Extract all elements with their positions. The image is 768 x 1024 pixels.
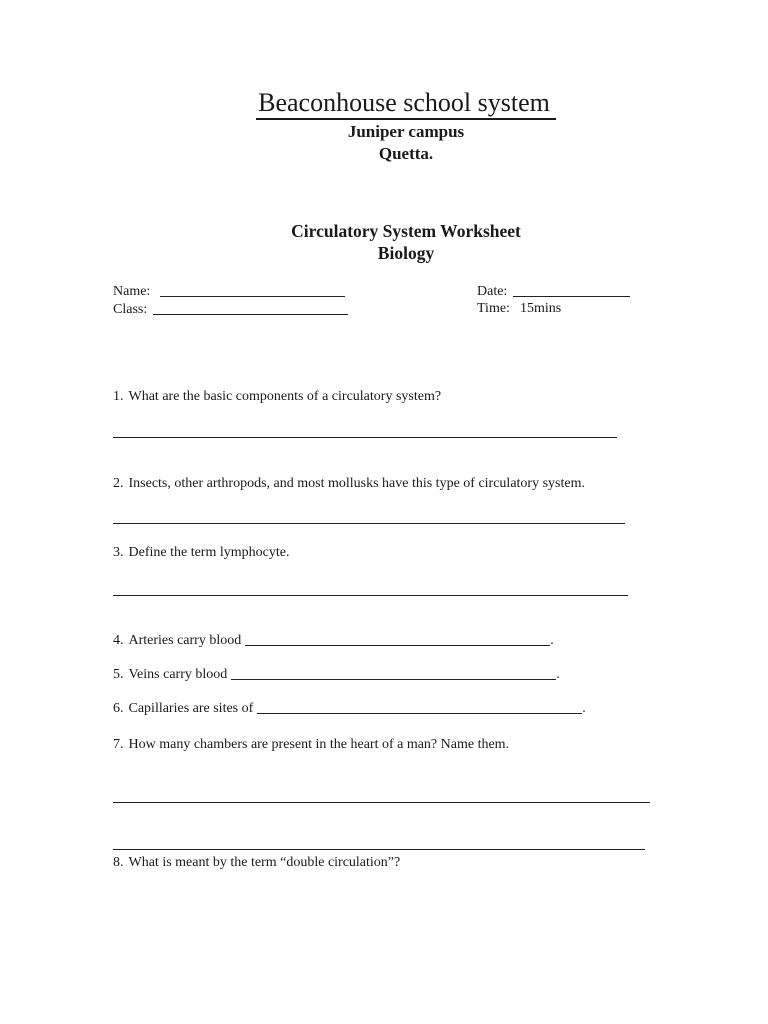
question-5-number: 5. [113,667,124,682]
class-label: Class: [113,301,148,317]
question-6 [113,700,699,718]
campus-line: Juniper campus [347,122,465,141]
question-1 [113,388,699,406]
question-7-text: How many chambers are present in the heart of a man? Name them. [128,737,510,752]
question-3-number: 3. [113,545,124,560]
question-4-text: Arteries carry blood [128,633,242,648]
info-left-column [113,283,477,318]
time-label: Time: [477,300,510,316]
worksheet-title-block [113,220,699,264]
question-2-number: 2. [113,476,124,491]
time-row [477,301,699,318]
school-name-text: Beaconhouse school system [256,88,556,120]
question-4-suffix: . [550,633,554,648]
class-row [113,301,477,319]
questions-section [113,388,699,872]
question-7-answer-line-2 [113,849,645,850]
question-7 [113,736,699,754]
question-8 [113,854,699,872]
question-3 [113,544,699,562]
worksheet-title: Circulatory System Worksheet [291,221,521,241]
date-blank-line [513,283,630,297]
question-5-suffix: . [556,667,560,682]
school-header [113,88,699,165]
question-6-text: Capillaries are sites of [128,701,254,716]
question-4-blank-line [245,632,550,646]
question-2-text: Insects, other arthropods, and most mollusks have this type of circulatory system. [128,476,585,491]
question-7-number: 7. [113,737,124,752]
question-1-text: What are the basic components of a circulatory system? [128,389,442,404]
name-label: Name: [113,284,151,299]
date-row [477,283,699,301]
question-4-number: 4. [113,633,124,648]
question-5-text: Veins carry blood [128,667,228,682]
question-1-answer-line [113,437,617,438]
question-3-answer-line [113,595,628,596]
question-6-suffix: . [582,701,586,716]
question-7-answer-line-1 [113,802,650,803]
question-5 [113,666,699,684]
city-line: Quetta. [378,144,434,163]
time-value: 15mins [519,300,562,316]
question-1-number: 1. [113,389,124,404]
question-2-answer-line [113,523,625,524]
question-5-blank-line [231,666,556,680]
date-label: Date: [477,284,508,299]
question-6-number: 6. [113,701,124,716]
school-name [113,88,699,118]
student-info-section [113,283,699,318]
question-8-number: 8. [113,855,124,870]
question-4 [113,632,699,650]
question-2 [113,475,699,493]
class-blank-line [153,301,348,315]
question-6-blank-line [257,700,582,714]
name-row [113,283,477,301]
question-8-text: What is meant by the term “double circulation”? [128,855,401,870]
question-3-text: Define the term lymphocyte. [128,545,290,560]
info-right-column [477,283,699,318]
worksheet-subject: Biology [377,243,435,263]
name-blank-line [160,283,345,297]
